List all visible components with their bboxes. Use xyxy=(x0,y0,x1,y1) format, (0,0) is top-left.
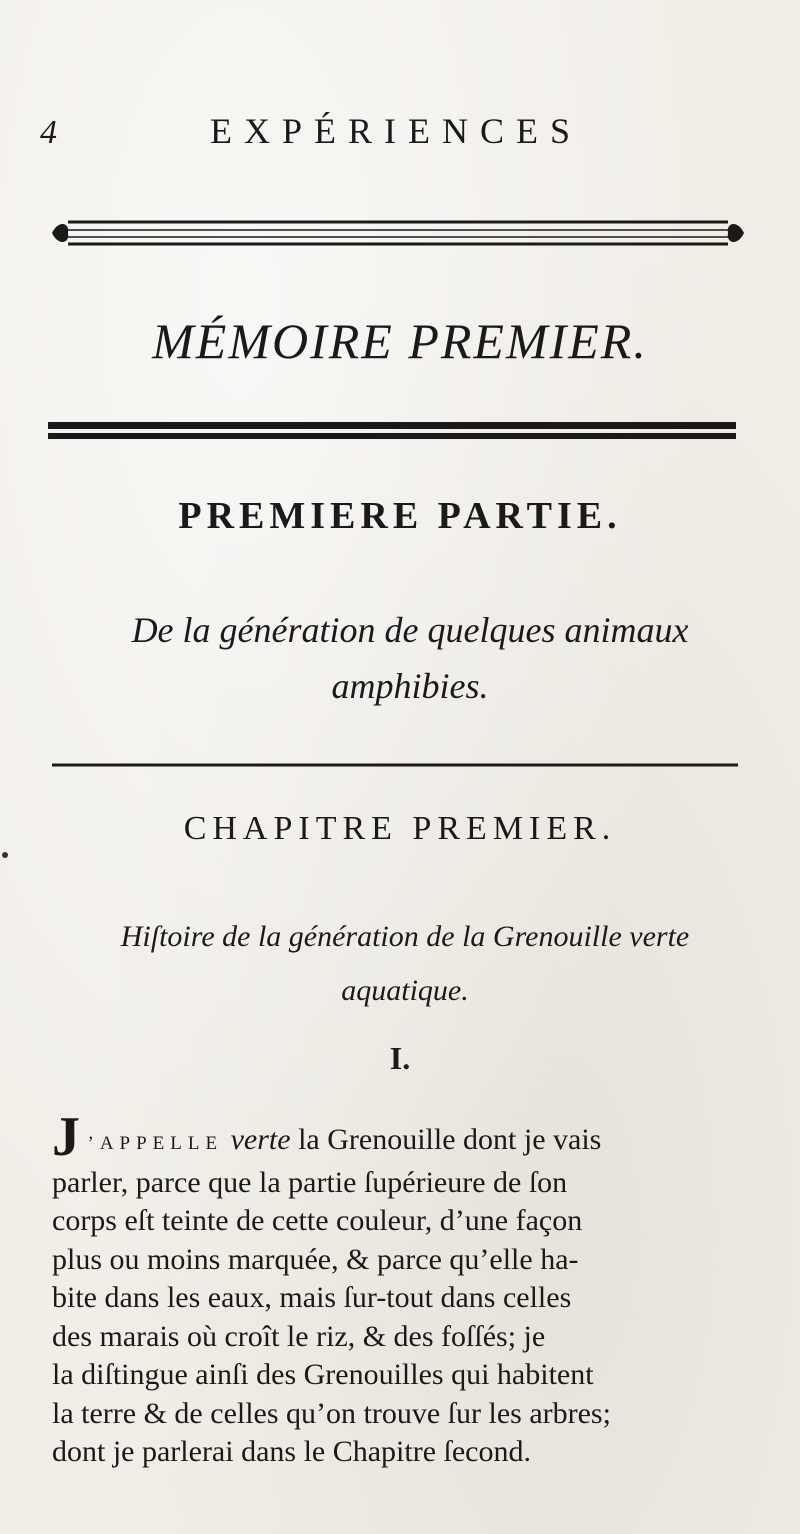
paragraph-line: des marais où croît le riz, & des foſſés; je xyxy=(52,1319,546,1353)
ornamental-rule xyxy=(48,212,748,252)
section-rule xyxy=(52,760,738,770)
opening-small-caps: ’APPELLE xyxy=(87,1133,224,1154)
part-subtitle xyxy=(60,602,760,714)
chapter-subtitle xyxy=(40,910,770,1018)
drop-cap: J xyxy=(52,1106,80,1168)
paragraph-line: parler, parce que la partie ſupérieure de ſon xyxy=(52,1165,568,1199)
opening-italic-word: verte xyxy=(230,1123,291,1156)
line-1-text: la Grenouille dont je vais xyxy=(298,1123,602,1156)
paragraph-line: la terre & de celles qu’on trouve ſur les arbres; xyxy=(52,1396,611,1430)
paragraph-line: plus ou moins marquée, & parce qu’elle ha- xyxy=(52,1242,579,1276)
chapter-title: CHAPITRE PREMIER. xyxy=(183,810,617,847)
running-head: EXPÉRIENCES xyxy=(210,111,583,151)
paragraph-line: bite dans les eaux, mais ſur-tout dans celles xyxy=(52,1281,572,1314)
section-number: I. xyxy=(389,1040,411,1076)
margin-ink-mark xyxy=(2,852,8,858)
part-subtitle-line-2: amphibies. xyxy=(331,666,489,706)
memoire-title: MÉMOIRE PREMIER. xyxy=(152,313,648,369)
part-subtitle-line-1: De la génération de quelques animaux xyxy=(131,610,689,650)
page-number: 4 xyxy=(40,114,57,151)
double-rule xyxy=(48,420,738,442)
part-title: PREMIERE PARTIE. xyxy=(178,495,622,537)
page-header xyxy=(40,102,760,152)
paragraph-line: dont je parlerai dans le Chapitre ſecond. xyxy=(52,1435,531,1468)
paragraph-line: corps eſt teinte de cette couleur, d’une façon xyxy=(52,1204,583,1237)
body-paragraph xyxy=(52,1106,760,1472)
chapter-subtitle-line-2: aquatique. xyxy=(341,974,469,1007)
paragraph-line: la diſtingue ainſi des Grenouilles qui habitent xyxy=(52,1358,594,1391)
chapter-subtitle-line-1: Hiſtoire de la génération de la Grenouille verte xyxy=(120,920,690,953)
paragraph-line-1 xyxy=(52,1106,760,1168)
